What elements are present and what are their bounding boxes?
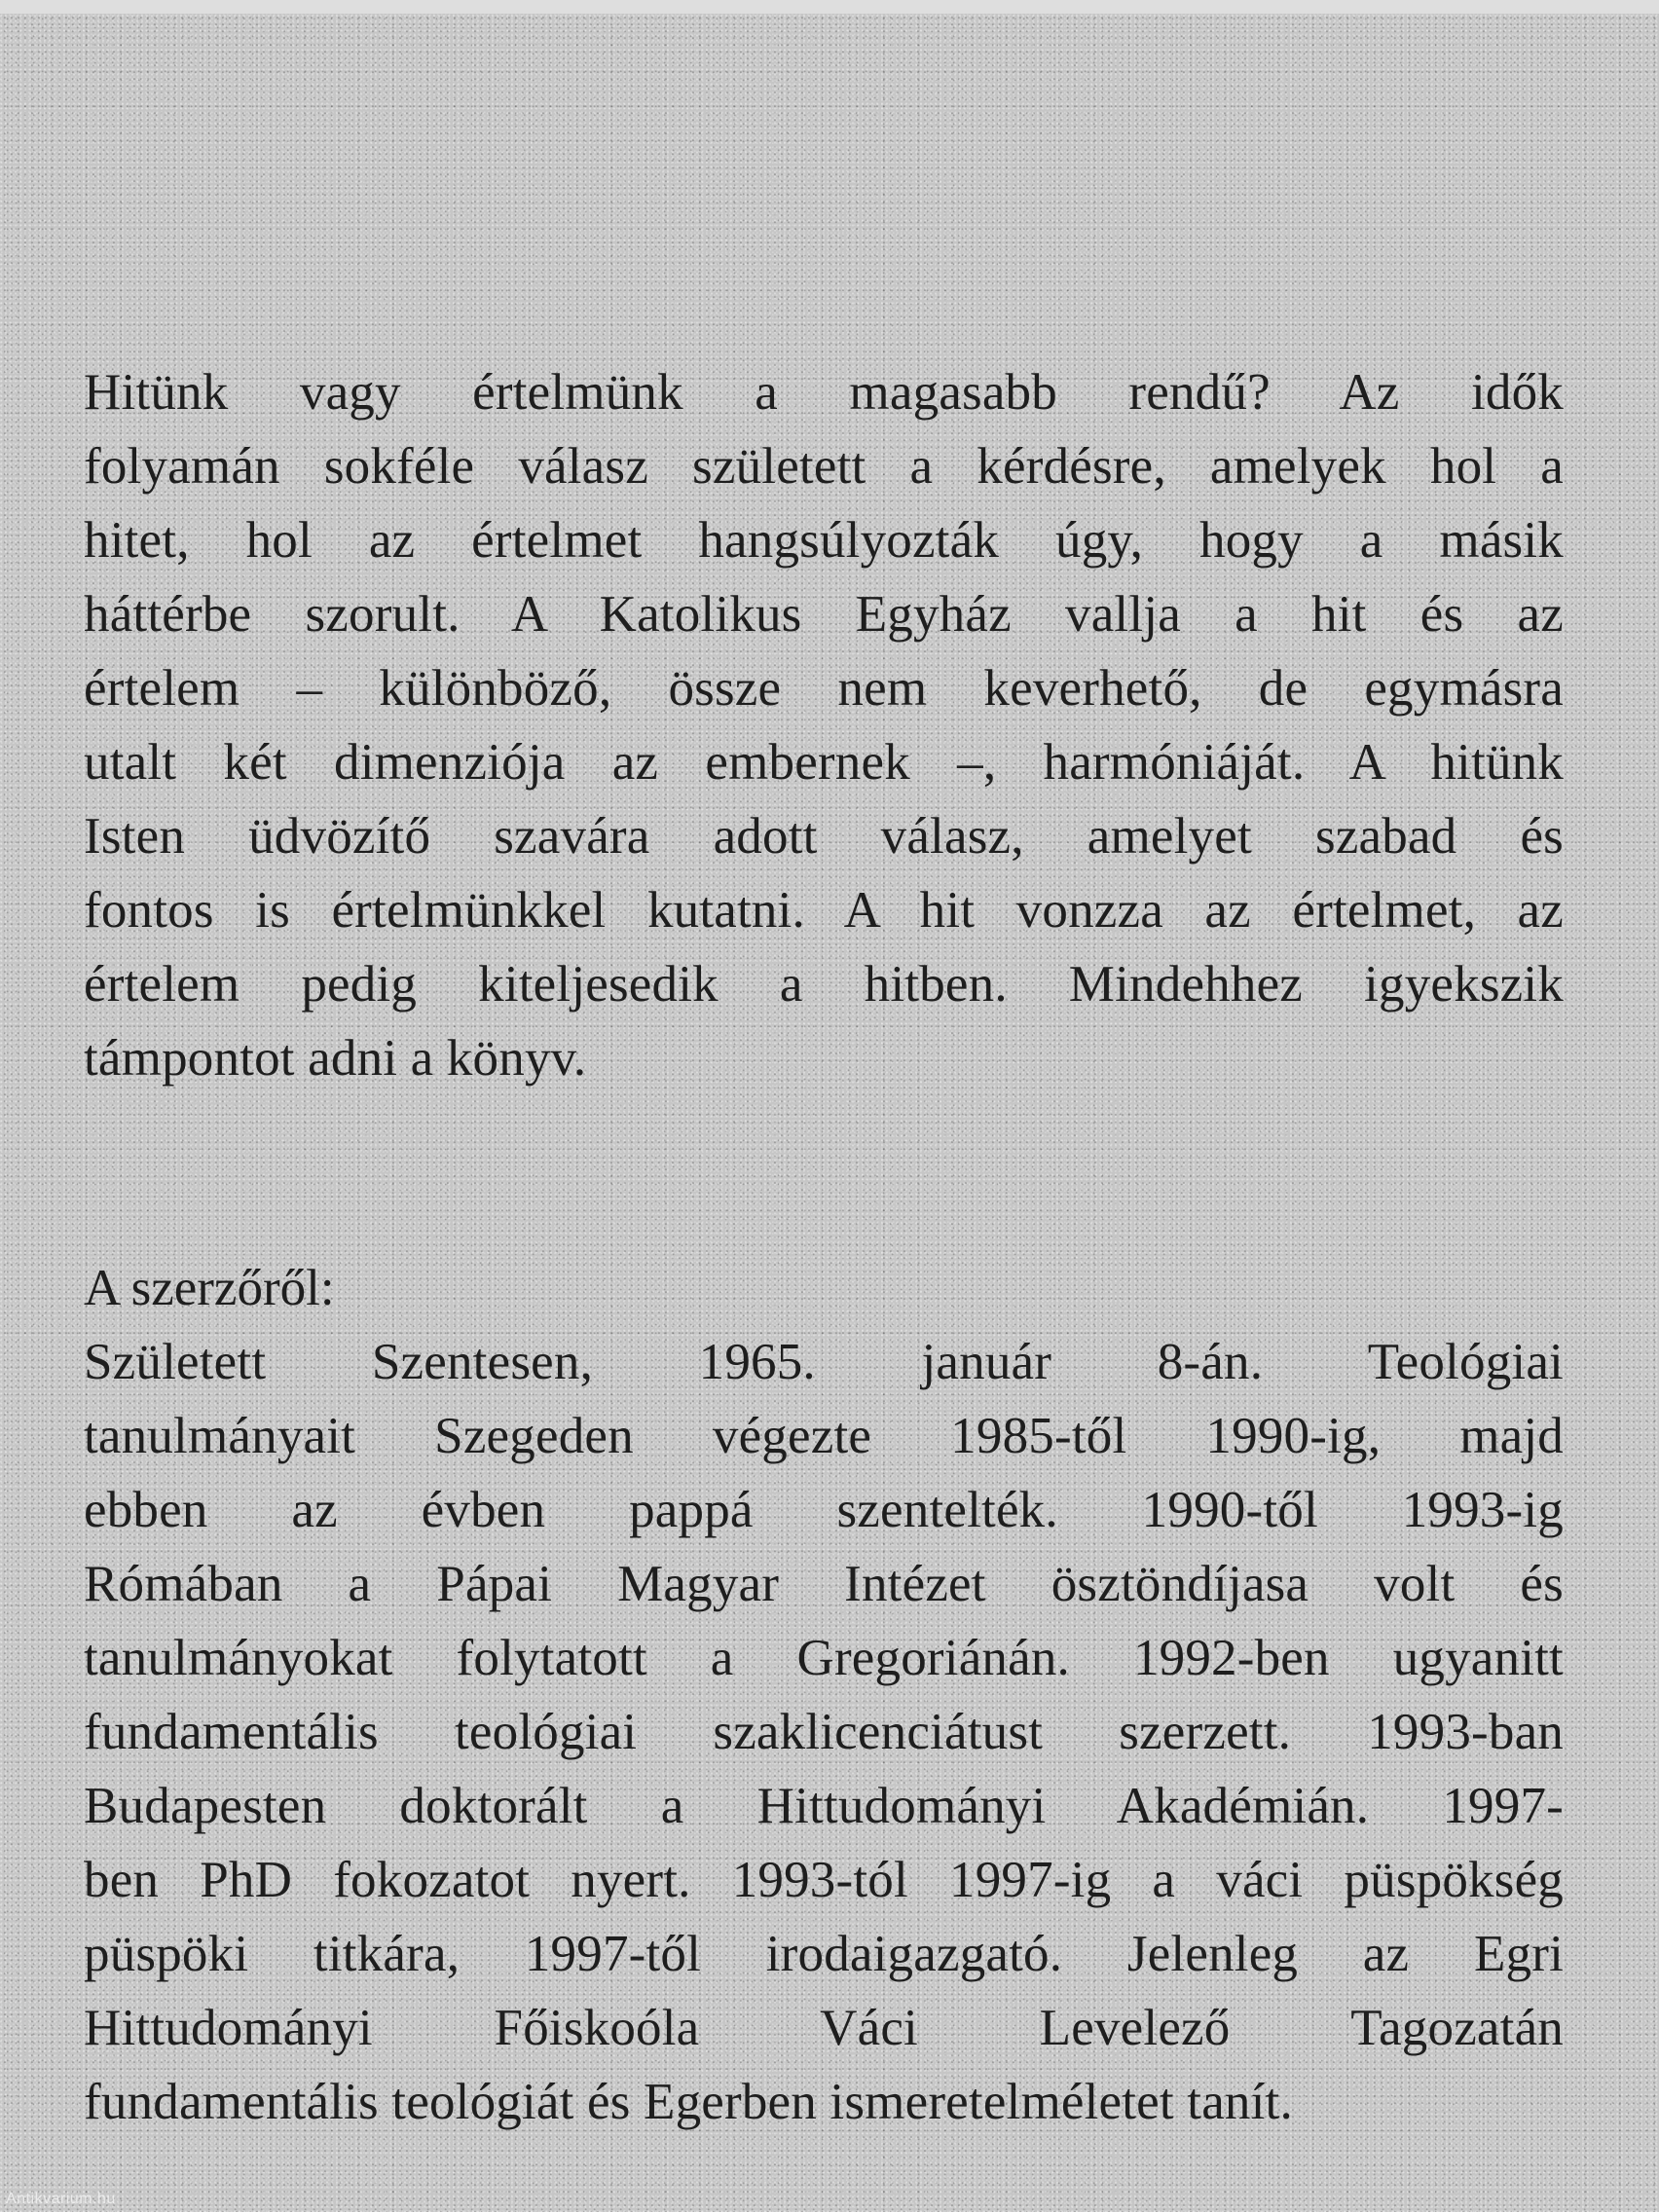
bio-line: Hittudományi Főiskoóla Váci Levelező Tagozatán (84, 2000, 1564, 2056)
bio-line: Budapesten doktorált a Hittudományi Akadémián. 1997- (84, 1778, 1564, 1834)
blurb-line: értelem – különböző, össze nem keverhető, de egymásra (84, 660, 1564, 717)
bio-line: tanulmányait Szegeden végezte 1985-től 1990-ig, majd (84, 1408, 1564, 1464)
author-heading: A szerzőről: (84, 1260, 335, 1316)
watermark: Antikvarium.hu (6, 2191, 116, 2207)
bio-line: püspöki titkára, 1997-től irodaigazgató. Jelenleg az Egri (84, 1926, 1564, 1982)
blurb-line: háttérbe szorult. A Katolikus Egyház vallja a hit és az (84, 586, 1564, 643)
bio-line: fundamentális teológiai szaklicenciátust szerzett. 1993-ban (84, 1704, 1564, 1760)
blurb-line: folyamán sokféle válasz született a kérdésre, amelyek hol a (84, 438, 1564, 495)
bio-line: tanulmányokat folytatott a Gregoriánán. 1992-ben ugyanitt (84, 1630, 1564, 1686)
author-bio-paragraph (84, 1325, 1564, 2139)
section-gap (84, 1095, 1564, 1251)
blurb-line: utalt két dimenziója az embernek –, harmóniáját. A hitünk (84, 734, 1564, 791)
top-edge-strip (0, 0, 1659, 14)
bio-line: Rómában a Pápai Magyar Intézet ösztöndíjasa volt és (84, 1556, 1564, 1612)
blurb-line: támpontot adni a könyv. (84, 1030, 587, 1087)
blurb-line: fontos is értelmünkkel kutatni. A hit vonzza az értelmet, az (84, 882, 1564, 939)
bio-line: Született Szentesen, 1965. január 8-án. Teológiai (84, 1334, 1564, 1390)
back-cover-text (84, 355, 1564, 2139)
bio-line: ben PhD fokozatot nyert. 1993-tól 1997-ig a váci püspökség (84, 1852, 1564, 1908)
blurb-line: hitet, hol az értelmet hangsúlyozták úgy, hogy a másik (84, 512, 1564, 569)
blurb-line: Hitünk vagy értelmünk a magasabb rendű? Az idők (84, 364, 1564, 421)
blurb-line: Isten üdvözítő szavára adott válasz, amelyet szabad és (84, 808, 1564, 865)
blurb-paragraph (84, 355, 1564, 1095)
blurb-line: értelem pedig kiteljesedik a hitben. Mindehhez igyekszik (84, 956, 1564, 1013)
bio-line: fundamentális teológiát és Egerben ismeretelméletet tanít. (84, 2074, 1293, 2130)
bio-line: ebben az évben pappá szentelték. 1990-től 1993-ig (84, 1482, 1564, 1538)
